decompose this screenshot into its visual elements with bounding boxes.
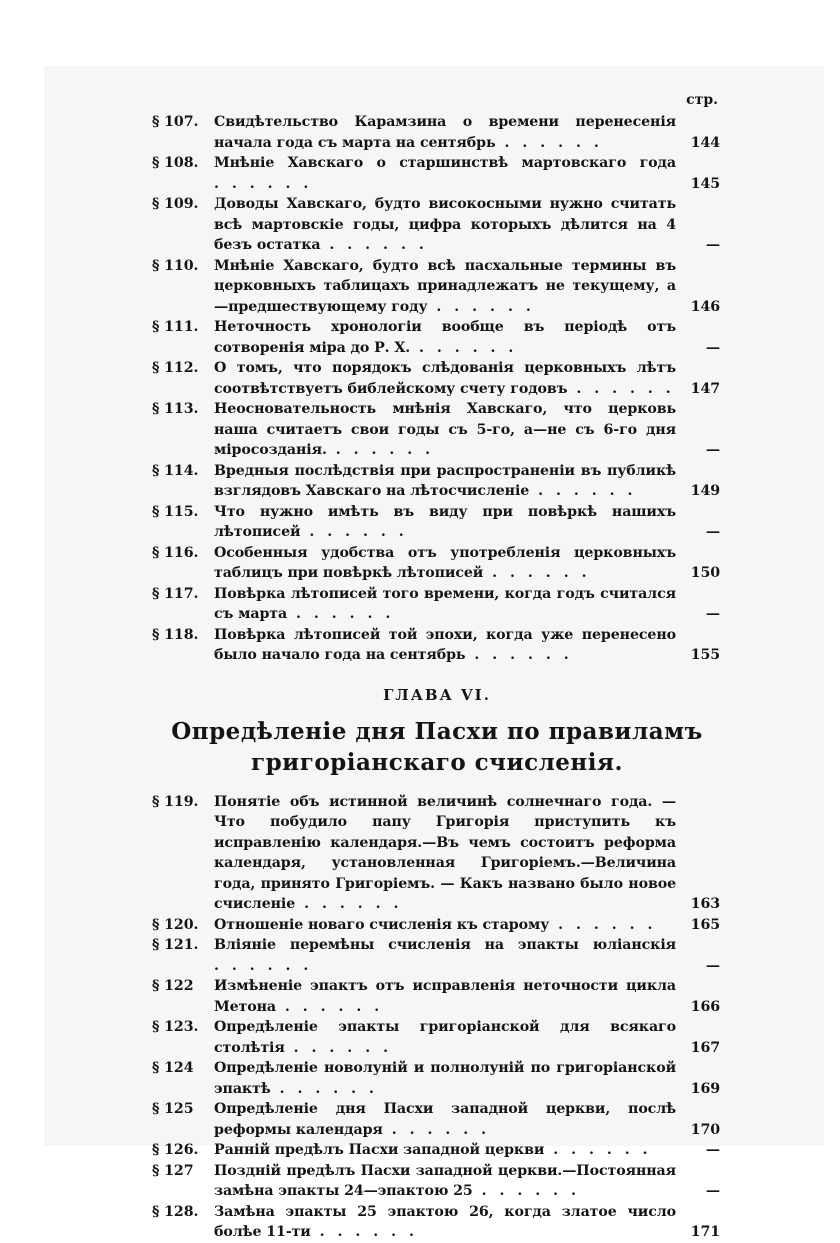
- entry-title-text: Понятіе объ истинной величинѣ солнечнаго года. — Что побудило папу Григорія приступить къ исправленію календаря.—Въ чемъ состоитъ реформа календаря, установленная Григоріемъ.—Величина года, принято Григоріемъ. — Какъ названо было новое счисленіе: [214, 793, 676, 912]
- section-number: § 120.: [152, 916, 199, 933]
- section-number: § 113.: [152, 401, 199, 417]
- page-number: —: [705, 237, 720, 253]
- entry-title: [214, 502, 676, 543]
- page-number: —: [705, 1183, 720, 1199]
- leader-dots: . . . . . .: [549, 916, 657, 933]
- entry-title-text: Вредныя послѣдствія при распространеніи въ публикѣ взглядовъ Хавскаго на лѣтосчисленіе: [214, 462, 676, 499]
- page-number: 145: [690, 175, 720, 192]
- leader-dots: . . . . . .: [427, 298, 535, 315]
- page-number: —: [705, 606, 720, 622]
- entry-title-text: Ранній предѣлъ Пасхи западной церкви: [214, 1142, 545, 1158]
- contents-entry: [152, 976, 722, 1017]
- chapter-title-line-2: григоріанскаго счисленія.: [250, 748, 623, 776]
- entry-title: [214, 1161, 676, 1202]
- page-number: 171: [690, 1224, 720, 1240]
- leader-dots: . . . . . .: [275, 998, 384, 1015]
- contents-entry: [152, 584, 722, 625]
- entry-title-text: Опредѣленіе эпакты григоріанской для всякаго столѣтія: [214, 1019, 676, 1056]
- leader-dots: . . . . . .: [214, 957, 313, 974]
- leader-dots: . . . . . .: [472, 1183, 580, 1199]
- entry-title-text: Неточность хронологіи вообще въ періодѣ отъ сотворенія міра до Р. Х.: [214, 319, 676, 356]
- page-number: 150: [690, 565, 720, 581]
- contents-entry: [152, 256, 722, 318]
- leader-dots: . . . . . .: [320, 237, 428, 253]
- table-of-contents-page: [152, 88, 722, 1243]
- section-number: § 126.: [152, 1142, 199, 1158]
- section-number: § 121.: [152, 937, 199, 953]
- entry-title-text: Неосновательность мнѣнія Хавскаго, что церковь наша считаетъ свои годы съ 5-го, а—не съ 6-го дня міросозданія.: [214, 401, 676, 458]
- leader-dots: . . . . . .: [284, 1039, 393, 1056]
- page-number: 146: [690, 298, 720, 315]
- page-number: —: [705, 524, 720, 540]
- contents-entry: [152, 1017, 722, 1058]
- page-number: 167: [690, 1039, 720, 1056]
- section-number: § 108.: [152, 155, 199, 171]
- leader-dots: . . . . . .: [310, 1224, 418, 1240]
- section-number: § 115.: [152, 503, 199, 520]
- page-number: 165: [690, 916, 720, 933]
- entry-title-text: Отношеніе новаго счисленія къ старому: [214, 916, 550, 933]
- contents-entry: [152, 625, 722, 666]
- entry-title: [214, 256, 676, 318]
- entry-title-text: Мнѣніе Хавскаго, будто всѣ пасхальные термины въ церковныхъ таблицахъ принадлежатъ не текущему, а—предшествующему году: [214, 257, 676, 315]
- page-number: —: [705, 339, 720, 356]
- contents-entry: [152, 543, 722, 584]
- entry-title-text: Доводы Хавскаго, будто високосными нужно считать всѣ мартовскіе годы, цифра которыхъ дѣлится на 4 безъ остатка: [214, 196, 676, 253]
- entry-title-text: Мнѣніе Хавскаго о старшинствѣ мартовскаго года: [214, 155, 676, 171]
- page-number: 144: [690, 134, 720, 151]
- section-number: § 111.: [152, 319, 199, 335]
- leader-dots: . . . . . .: [287, 606, 395, 622]
- page-number: —: [705, 957, 720, 974]
- entry-title: [214, 461, 676, 502]
- contents-list-chapter-5: [152, 112, 722, 666]
- entry-title: [214, 976, 676, 1017]
- entry-title-text: Вліяніе перемѣны счисленія на эпакты юліанскія: [214, 937, 676, 953]
- contents-list-chapter-6: [152, 792, 722, 1243]
- contents-entry: [152, 358, 722, 399]
- entry-title: [214, 935, 676, 976]
- entry-title: [214, 1140, 676, 1161]
- entry-title-text: Свидѣтельство Карамзина о времени перенесенія начала года съ марта на сентябрь: [214, 114, 676, 151]
- chapter-label: ГЛАВА VI.: [383, 685, 491, 704]
- section-number: § 110.: [152, 257, 199, 274]
- contents-entry: [152, 1099, 722, 1140]
- entry-title-text: О томъ, что порядокъ слѣдованія церковныхъ лѣтъ соотвѣтствуетъ библейскому счету годовъ: [214, 360, 676, 397]
- entry-title-text: Измѣненіе эпактъ отъ исправленія неточности цикла Метона: [214, 978, 676, 1015]
- entry-title-text: Повѣрка лѣтописей того времени, когда годъ считался съ марта: [214, 585, 676, 622]
- entry-title: [214, 1017, 676, 1058]
- leader-dots: . . . . . .: [300, 524, 408, 540]
- contents-entry: [152, 399, 722, 461]
- section-number: § 123.: [152, 1019, 199, 1035]
- section-number: § 114.: [152, 462, 199, 479]
- entry-title-text: Что нужно имѣть въ виду при повѣркѣ нашихъ лѣтописей: [214, 503, 676, 540]
- section-number: § 122: [152, 978, 194, 994]
- entry-title: [214, 1099, 676, 1140]
- contents-entry: [152, 502, 722, 543]
- leader-dots: . . . . . .: [382, 1121, 491, 1138]
- entry-title: [214, 153, 676, 194]
- entry-title: [214, 915, 676, 936]
- contents-entry: [152, 935, 722, 976]
- section-number: § 124: [152, 1060, 194, 1076]
- page-number: 170: [690, 1121, 720, 1138]
- entry-title-text: Замѣна эпакты 25 эпактою 26, когда златое число болѣе 11-ти: [214, 1203, 676, 1240]
- page-number: 166: [690, 998, 720, 1015]
- entry-title: [214, 584, 676, 625]
- leader-dots: . . . . . .: [214, 175, 313, 192]
- entry-title-text: Особенныя удобства отъ употребленія церковныхъ таблицъ при повѣркѣ лѣтописей: [214, 544, 676, 581]
- entry-title: [214, 317, 676, 358]
- contents-entry: [152, 1058, 722, 1099]
- leader-dots: . . . . . .: [495, 134, 603, 151]
- page-number: —: [705, 442, 720, 458]
- leader-dots: . . . . . .: [483, 565, 591, 581]
- page-number: 149: [690, 483, 720, 499]
- section-number: § 117.: [152, 585, 199, 602]
- leader-dots: . . . . . .: [567, 380, 675, 397]
- leader-dots: . . . . . .: [270, 1080, 378, 1097]
- contents-entry: [152, 194, 722, 256]
- page-number: 163: [690, 896, 720, 912]
- contents-entry: [152, 461, 722, 502]
- section-number: § 109.: [152, 196, 199, 212]
- leader-dots: . . . . . .: [465, 647, 573, 663]
- section-number: § 128.: [152, 1203, 199, 1220]
- chapter-title: [162, 716, 712, 778]
- entry-title: [214, 543, 676, 584]
- section-number: § 112.: [152, 360, 199, 376]
- section-number: § 116.: [152, 544, 199, 561]
- entry-title: [214, 194, 676, 256]
- entry-title: [214, 112, 676, 153]
- leader-dots: . . . . . .: [295, 896, 403, 912]
- section-number: § 127: [152, 1162, 194, 1179]
- section-number: § 125: [152, 1101, 194, 1117]
- entry-title: [214, 625, 676, 666]
- entry-title: [214, 1058, 676, 1099]
- entry-title-text: Поздній предѣлъ Пасхи западной церкви.—Постоянная замѣна эпакты 24—эпактою 25: [214, 1162, 676, 1199]
- contents-entry: [152, 317, 722, 358]
- contents-entry: [152, 1140, 722, 1161]
- leader-dots: . . . . . .: [529, 483, 637, 499]
- entry-title: [214, 358, 676, 399]
- contents-entry: [152, 915, 722, 936]
- entry-title: [214, 1202, 676, 1243]
- page-column-header: стр.: [686, 92, 718, 108]
- contents-entry: [152, 1161, 722, 1202]
- chapter-title-line-1: Опредѣленіе дня Пасхи по правиламъ: [171, 717, 703, 745]
- contents-entry: [152, 1202, 722, 1243]
- page-number: 155: [690, 647, 720, 663]
- leader-dots: . . . . . .: [544, 1142, 652, 1158]
- section-number: § 118.: [152, 626, 199, 643]
- entry-title: [214, 399, 676, 461]
- section-number: § 119.: [152, 793, 199, 810]
- leader-dots: . . . . . .: [410, 339, 518, 356]
- page-number: —: [705, 1142, 720, 1158]
- contents-entry: [152, 792, 722, 915]
- entry-title-text: Повѣрка лѣтописей той эпохи, когда уже перенесено было начало года на сентябрь: [214, 626, 676, 663]
- page-number: 147: [690, 380, 720, 397]
- entry-title: [214, 792, 676, 915]
- entry-title-text: Опредѣленіе дня Пасхи западной церкви, послѣ реформы календаря: [214, 1101, 676, 1138]
- leader-dots: . . . . . .: [326, 442, 435, 458]
- contents-entry: [152, 112, 722, 153]
- page-number: 169: [690, 1080, 720, 1097]
- entry-title-text: Опредѣленіе новолуній и полнолуній по григоріанской эпактѣ: [214, 1060, 676, 1097]
- contents-entry: [152, 153, 722, 194]
- section-number: § 107.: [152, 114, 199, 130]
